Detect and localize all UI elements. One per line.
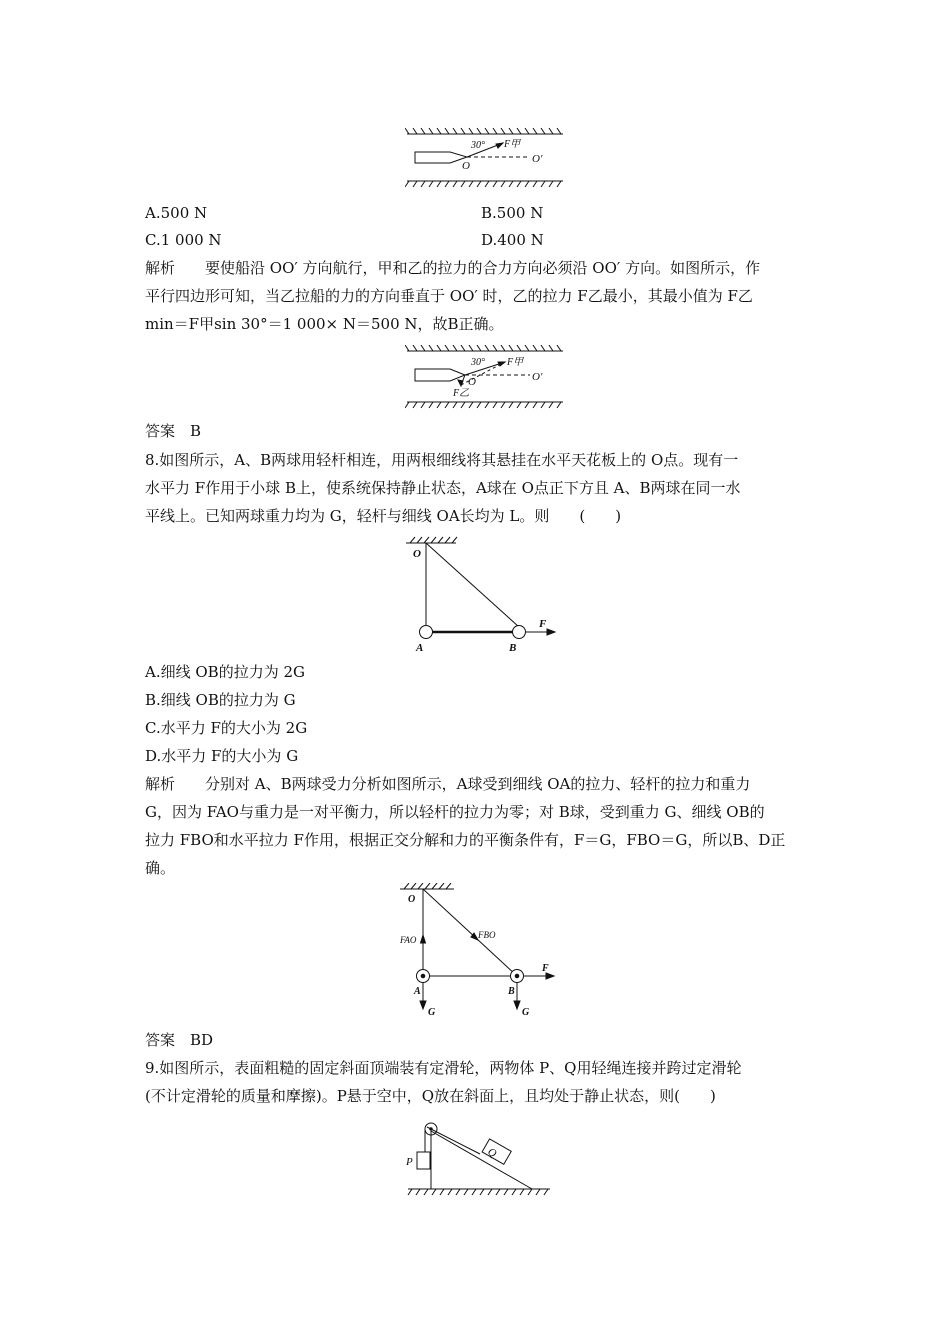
svg-text:B: B [509, 642, 517, 653]
q8-stem-line: 8.如图所示，A、B两球用轻杆相连，用两根细线将其悬挂在水平天花板上的 O点。现有一 [145, 451, 739, 469]
svg-text:B: B [508, 986, 515, 997]
q8-analysis-line: G，因为 FAO与重力是一对平衡力，所以轻杆的拉力为零；对 B球，受到重力 G、细线 OB的 [145, 803, 765, 821]
q9-stem-line: 9.如图所示，表面粗糙的固定斜面顶端装有定滑轮，两物体 P、Q用轻绳连接并跨过定滑轮 [145, 1059, 742, 1077]
svg-text:F乙: F乙 [453, 388, 470, 399]
q8-option-c: C.水平力 F的大小为 2G [145, 719, 308, 737]
svg-text:O: O [462, 160, 470, 172]
q7-option-a: A.500 N [145, 204, 208, 222]
q7-option-d: D.400 N [481, 231, 544, 249]
svg-text:30°: 30° [471, 140, 485, 151]
q8-option-a: A.细线 OB的拉力为 2G [145, 663, 305, 681]
svg-text:O: O [468, 376, 476, 388]
svg-text:O′: O′ [532, 371, 543, 383]
svg-text:FAO: FAO [400, 935, 417, 945]
q7-boat-figure [405, 126, 565, 190]
q8-analysis-line: 解析 分别对 A、B两球受力分析如图所示，A球受到细线 OA的拉力、轻杆的拉力和重力 [145, 775, 751, 793]
svg-text:Q: Q [485, 1145, 499, 1161]
q8-option-d: D.水平力 F的大小为 G [145, 747, 299, 765]
q9-stem-line: (不计定滑轮的质量和摩擦)。P悬于空中，Q放在斜面上，且均处于静止状态，则( ) [145, 1087, 716, 1105]
svg-text:F: F [539, 618, 547, 630]
q7-boat-force-figure [405, 345, 565, 409]
q8-answer: 答案 BD [145, 1031, 214, 1049]
q8-balls-figure [398, 535, 563, 653]
q8-force-diagram [396, 883, 566, 1025]
q9-incline-figure [402, 1115, 554, 1199]
svg-text:F: F [542, 963, 549, 974]
q8-stem-line: 水平力 F作用于小球 B上，使系统保持静止状态，A球在 O点正下方且 A、B两球在同一水 [145, 479, 741, 497]
svg-text:A: A [416, 642, 424, 653]
q8-analysis-line: 拉力 FBO和水平拉力 F作用，根据正交分解和力的平衡条件有，F＝G，FBO＝G，所以B、D正 [145, 831, 786, 849]
svg-text:F甲: F甲 [507, 357, 524, 368]
q7-answer: 答案 B [145, 422, 202, 440]
svg-text:O′: O′ [532, 153, 543, 165]
q7-option-c: C.1 000 N [145, 231, 222, 249]
q7-analysis-line: 平行四边形可知，当乙拉船的力的方向垂直于 OO′ 时，乙的拉力 F乙最小，其最小值为 F乙 [145, 287, 753, 305]
svg-text:FBO: FBO [478, 930, 496, 940]
svg-text:P: P [406, 1156, 413, 1168]
svg-text:G: G [428, 1007, 436, 1018]
q8-option-b: B.细线 OB的拉力为 G [145, 691, 296, 709]
q7-analysis-line: 解析 要使船沿 OO′ 方向航行，甲和乙的拉力的合力方向必须沿 OO′ 方向。如图所示，作 [145, 259, 761, 277]
q7-analysis-line: min＝F甲sin 30°＝1 000× N＝500 N，故B正确。 [145, 315, 504, 333]
svg-text:O: O [413, 548, 421, 560]
svg-text:O: O [408, 894, 416, 905]
q8-analysis-line: 确。 [145, 859, 176, 877]
svg-text:F甲: F甲 [504, 139, 521, 150]
svg-text:G: G [522, 1007, 530, 1018]
q7-option-b: B.500 N [481, 204, 544, 222]
svg-text:30°: 30° [471, 357, 485, 368]
svg-text:A: A [414, 986, 421, 997]
q8-stem-line: 平线上。已知两球重力均为 G，轻杆与细线 OA长均为 L。则 ( ) [145, 507, 622, 525]
